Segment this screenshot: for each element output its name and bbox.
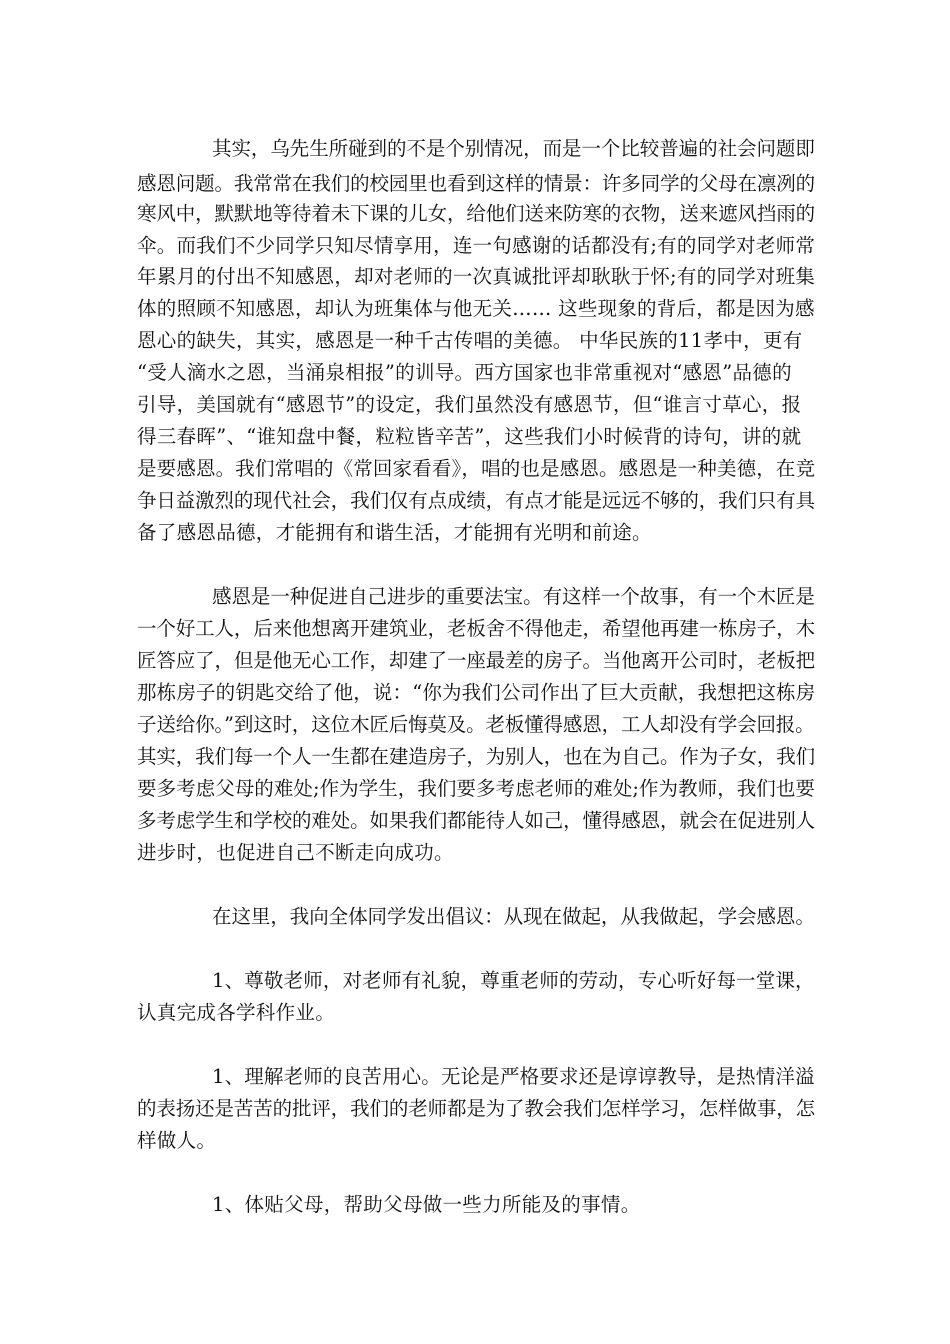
text-line: 引导，美国就有“感恩节”的设定，我们虽然没有感恩节，但“谁言寸草心，报 bbox=[137, 393, 802, 416]
text-line: 感恩是一种促进自己进步的重要法宝。有这样一个故事，有一个木匠是 bbox=[212, 585, 815, 608]
text-line: 恩心的缺失，其实，感恩是一种千古传唱的美德。 中华民族的11孝中，更有 bbox=[137, 329, 803, 352]
text-line: 是要感恩。我们常唱的《常回家看看》，唱的也是感恩。感恩是一种美德，在竞 bbox=[137, 457, 816, 480]
text-line: 争日益激烈的现代社会，我们仅有点成绩，有点才能是远远不够的，我们只有具 bbox=[137, 489, 816, 512]
text-line: 伞。而我们不少同学只知尽情享用，连一句感谢的话都没有;有的同学对老师常 bbox=[137, 234, 816, 257]
text-line: 感恩问题。我常常在我们的校园里也看到这样的情景：许多同学的父母在凛冽的 bbox=[137, 172, 816, 195]
text-line: 其实，我们每一个人一生都在建造房子，为别人，也在为自己。作为子女，我们 bbox=[137, 745, 816, 768]
text-line: 那栋房子的钥匙交给了他，说：“你为我们公司作出了巨大贡献，我想把这栋房 bbox=[137, 681, 816, 704]
text-line: 其实，乌先生所碰到的不是个别情况，而是一个比较普遍的社会问题即 bbox=[212, 137, 815, 160]
text-line: 1、尊敬老师，对老师有礼貌，尊重老师的劳动，专心听好每一堂课， bbox=[212, 969, 815, 992]
text-line: 年累月的付出不知感恩，却对老师的一次真诚批评却耿耿于怀;有的同学对班集 bbox=[137, 265, 816, 288]
text-line: 寒风中，默默地等待着未下课的儿女，给他们送来防寒的衣物，送来遮风挡雨的 bbox=[137, 202, 816, 225]
text-line: 多考虑学生和学校的难处。如果我们都能待人如己，懂得感恩，就会在促进别人 bbox=[137, 809, 816, 832]
text-line: 体的照顾不知感恩，却认为班集体与他无关…… 这些现象的背后，都是因为感 bbox=[137, 297, 815, 320]
text-line: “受人滴水之恩，当涌泉相报”的训导。西方国家也非常重视对“感恩”品德的 bbox=[137, 361, 792, 384]
text-line: 的表扬还是苦苦的批评，我们的老师都是为了教会我们怎样学习，怎样做事，怎 bbox=[137, 1097, 816, 1120]
text-line: 要多考虑父母的难处;作为学生，我们要多考虑老师的难处;作为教师，我们也要 bbox=[137, 777, 815, 800]
text-line: 样做人。 bbox=[137, 1129, 217, 1152]
text-line: 认真完成各学科作业。 bbox=[137, 1001, 336, 1024]
text-line: 匠答应了，但是他无心工作，却建了一座最差的房子。当他离开公司时，老板把 bbox=[137, 649, 816, 672]
text-line: 子送给你。”到这时，这位木匠后悔莫及。老板懂得感恩，工人却没有学会回报。 bbox=[137, 713, 815, 736]
text-line: 备了感恩品德，才能拥有和谐生活，才能拥有光明和前途。 bbox=[137, 521, 652, 544]
text-line: 1、理解老师的良苦用心。无论是严格要求还是谆谆教导，是热情洋溢 bbox=[212, 1065, 815, 1088]
text-line: 在这里，我向全体同学发出倡议：从现在做起，从我做起，学会感恩。 bbox=[212, 905, 815, 928]
text-line: 得三春晖”、“谁知盘中餐，粒粒皆辛苦”，这些我们小时候背的诗句，讲的就 bbox=[137, 425, 802, 448]
text-line: 进步时，也促进自己不断走向成功。 bbox=[137, 841, 454, 864]
text-line: 1、体贴父母，帮助父母做一些力所能及的事情。 bbox=[212, 1193, 641, 1216]
text-line: 一个好工人，后来他想离开建筑业，老板舍不得他走，希望他再建一栋房子，木 bbox=[137, 617, 816, 640]
